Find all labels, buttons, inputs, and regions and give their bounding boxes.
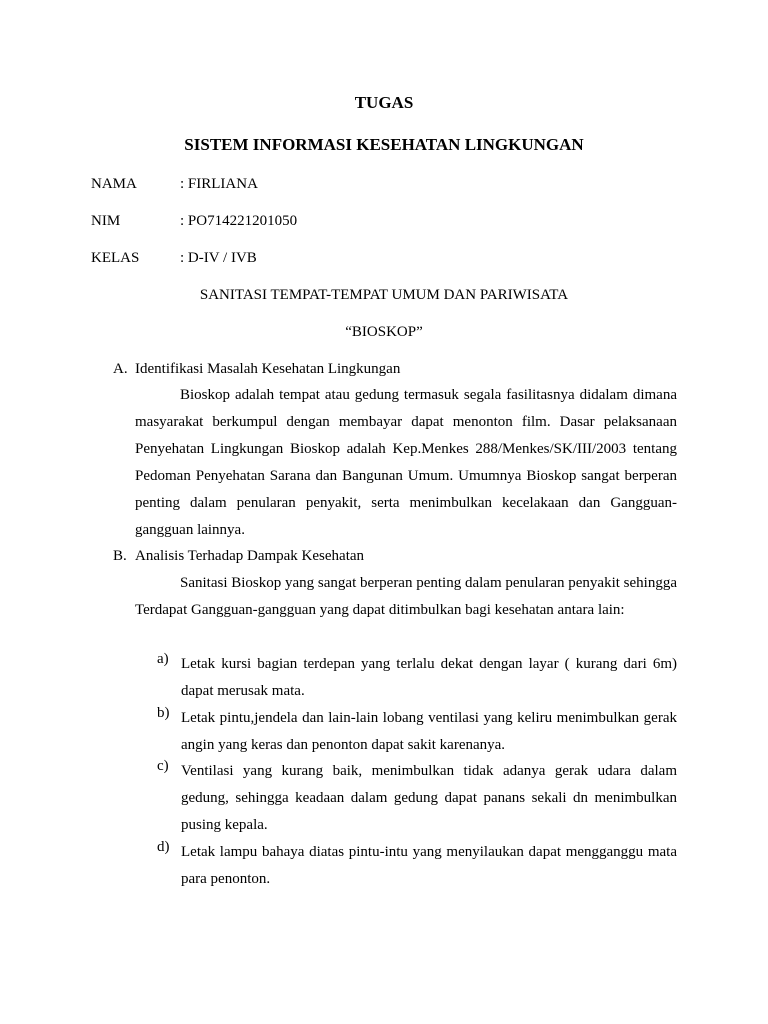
info-label: KELAS [91,250,140,266]
list-item-d [157,839,677,893]
info-value: : PO714221201050 [180,213,298,229]
topic-heading: SANITASI TEMPAT-TEMPAT UMUM DAN PARIWISATA [199,287,569,303]
list-item-text: Letak kursi bagian terdepan yang terlalu dekat dengan layar ( kurang dari 6m) dapat merusak mata. [181,656,677,699]
section-heading-text: Identifikasi Masalah Kesehatan Lingkungan [135,361,401,377]
section-marker: B. [113,548,127,564]
list-marker: b) [157,705,170,721]
list-marker: c) [157,758,169,774]
list-marker: d) [157,839,170,855]
list-marker: a) [157,651,169,667]
list-item-text: Letak lampu bahaya diatas pintu-intu yang menyilaukan dapat mengganggu mata para penonton. [181,844,677,887]
list-item-text: Letak pintu,jendela dan lain-lain lobang ventilasi yang keliru menimbulkan gerak angin yang keras dan penonton dapat sakit karenanya. [181,710,677,753]
section-b-paragraph: Sanitasi Bioskop yang sangat berperan penting dalam penularan penyakit sehingga Terdapat Gangguan-gangguan yang dapat ditimbulkan bagi kesehatan antara lain: [135,575,677,618]
list-item-text: Ventilasi yang kurang baik, menimbulkan tidak adanya gerak udara dalam gedung, sehingga keadaan dalam gedung dapat panans sekali dn menimbulkan pusing kepala. [181,763,677,833]
section-a-paragraph: Bioskop adalah tempat atau gedung termasuk segala fasilitasnya didalam dimana masyarakat berkumpul dengan membayar dapat menonton film. Dasar pelaksanaan Penyehatan Lingkungan Bioskop adalah Kep.Menkes 288/Menkes/SK/III/2003 tentang Pedoman Penyehatan Sarana dan Bangunan Umum. Umumnya Bioskop sangat berperan penting dalam penularan penyakit, serta menimbulkan kecelakaan dan Gangguan-gangguan lainnya. [135,387,677,538]
info-label: NAMA [91,176,137,192]
list-item-b [157,705,677,759]
list-item-c [157,758,677,839]
info-value: : D-IV / IVB [180,250,257,266]
document-title: TUGAS [354,93,414,112]
document-subtitle: SISTEM INFORMASI KESEHATAN LINGKUNGAN [184,135,584,154]
section-heading-b [113,548,364,565]
section-heading-a [113,361,400,378]
section-heading-text: Analisis Terhadap Dampak Kesehatan [135,548,365,564]
topic-name: “BIOSKOP” [345,324,423,340]
section-marker: A. [113,361,128,377]
info-value: : FIRLIANA [180,176,258,192]
info-label: NIM [91,213,121,229]
list-item-a [157,651,677,705]
